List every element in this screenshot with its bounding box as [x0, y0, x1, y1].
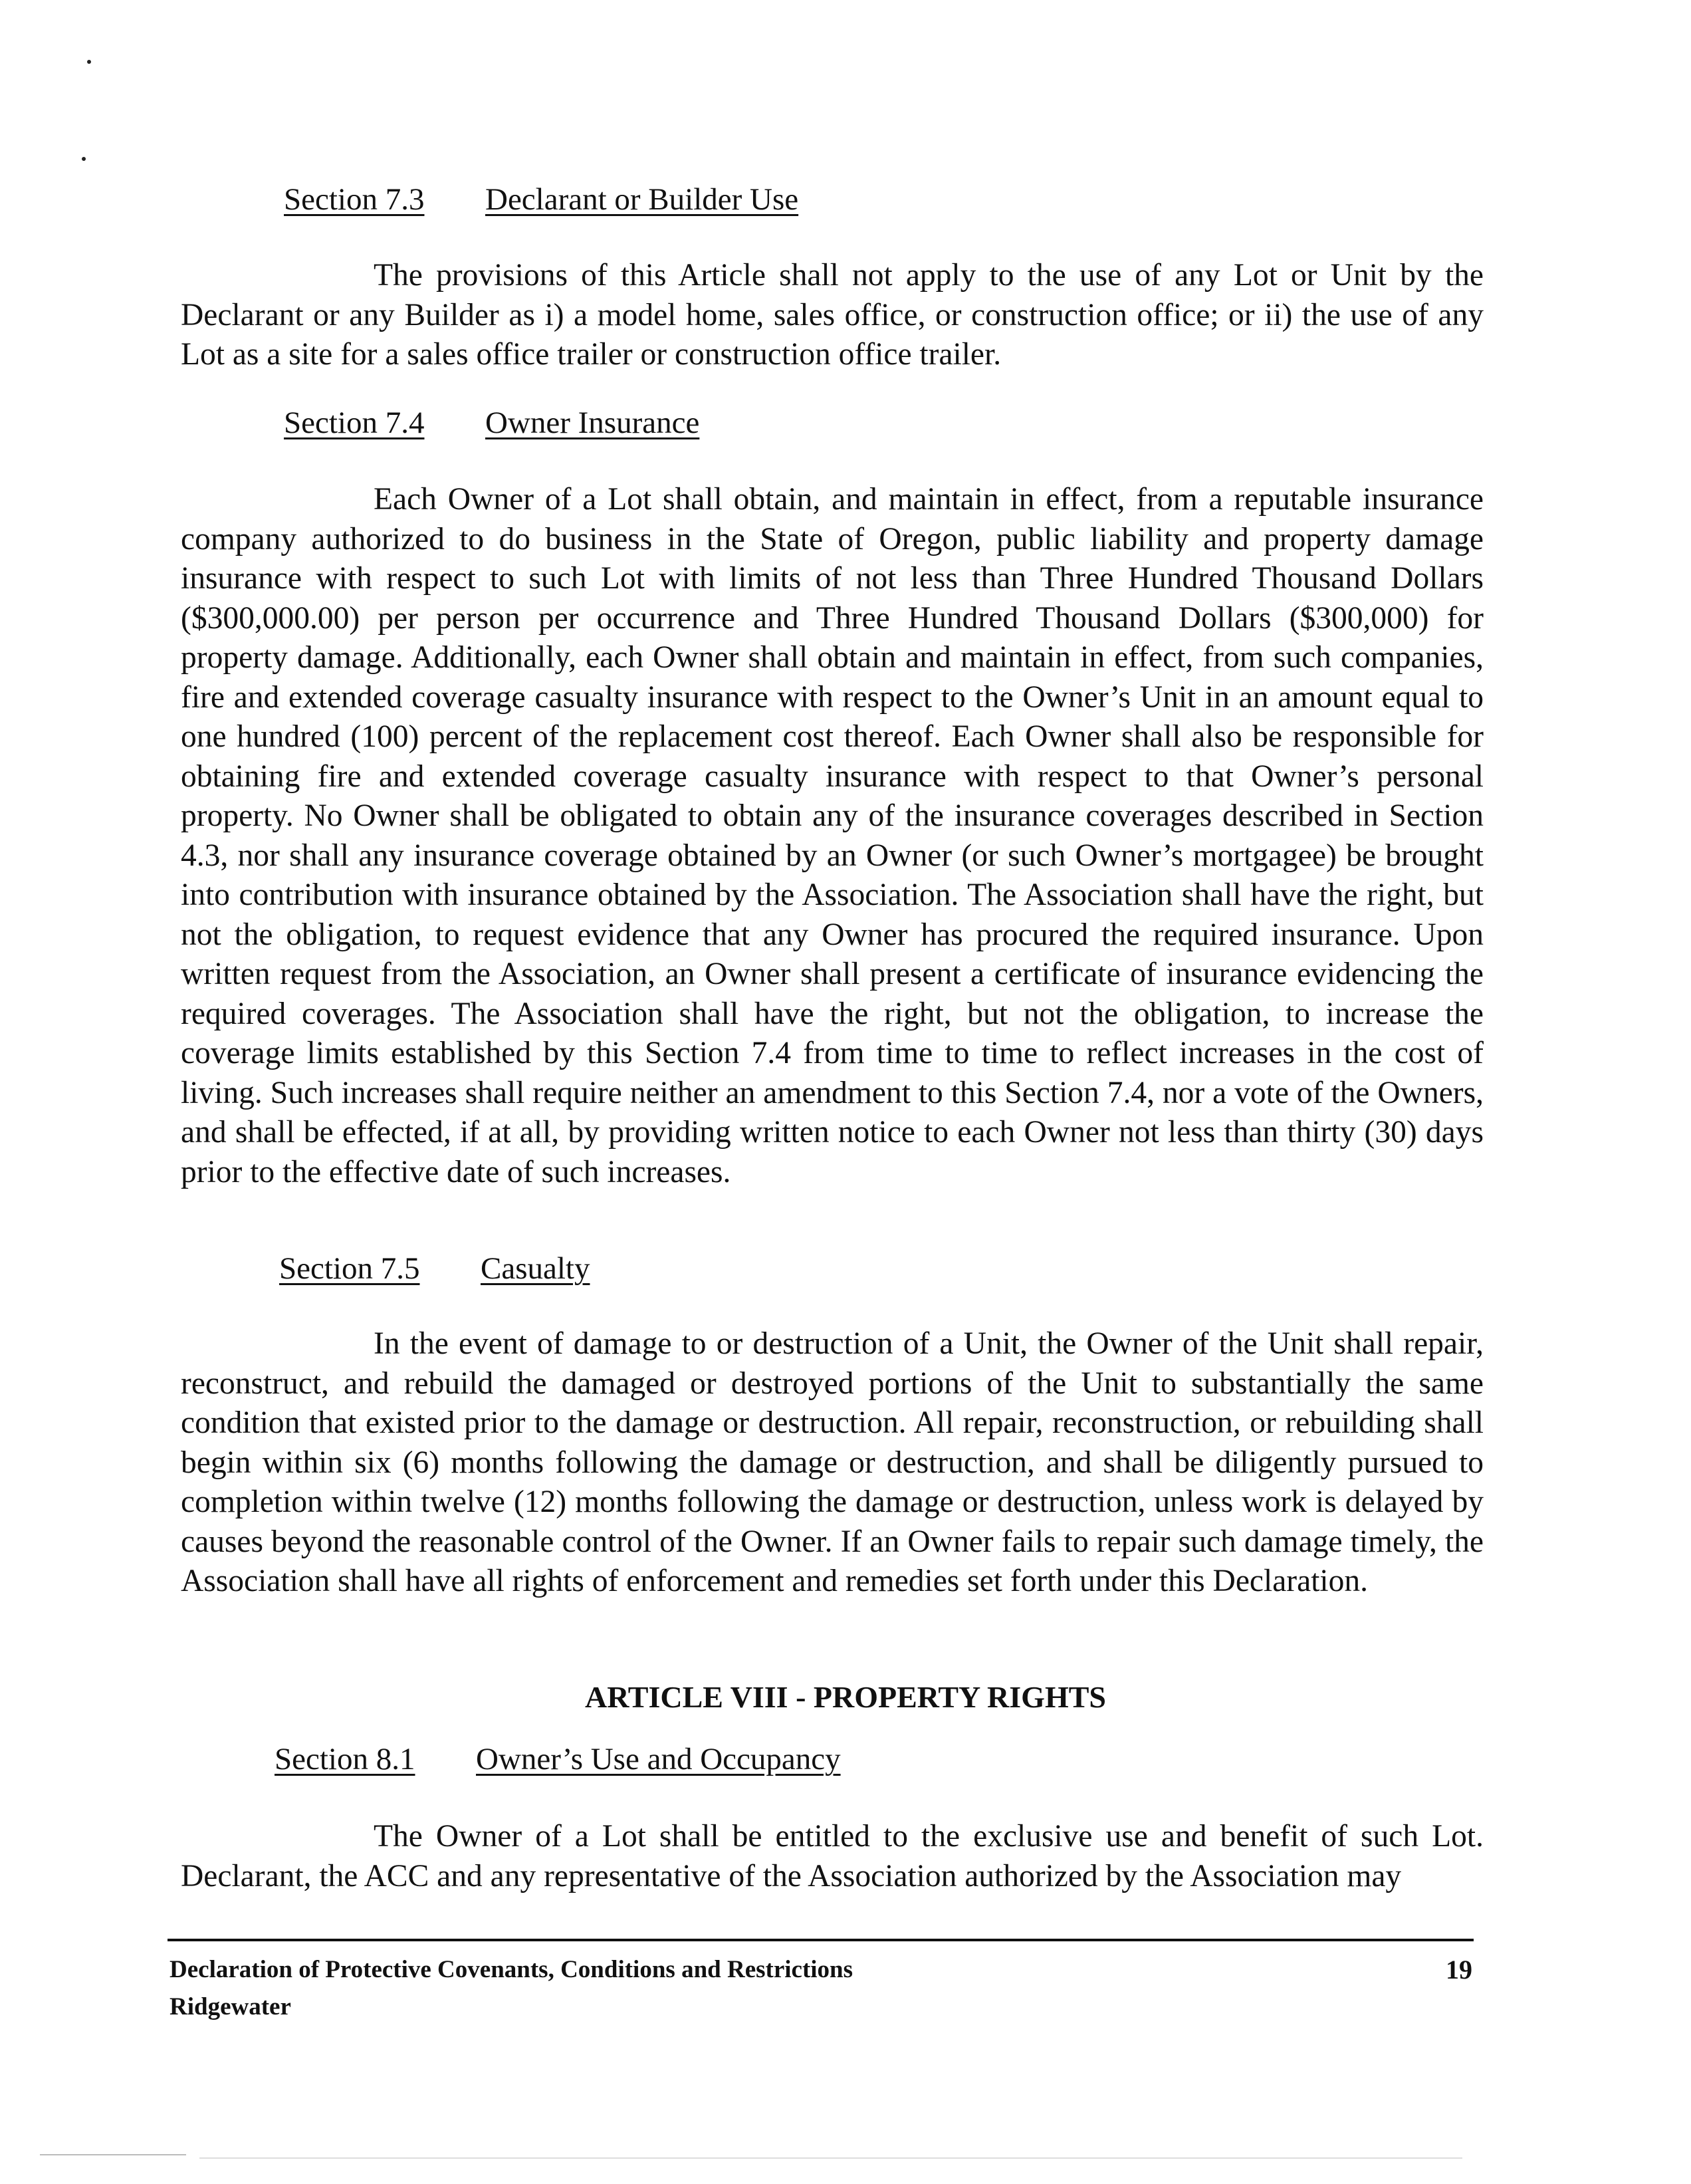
section-heading [275, 1741, 841, 1778]
section-heading [279, 1250, 590, 1287]
section-title: Declarant or Builder Use [485, 182, 799, 217]
section-title: Owner’s Use and Occupancy [476, 1742, 841, 1776]
section-number: Section 7.5 [279, 1251, 420, 1286]
scan-speck [87, 60, 91, 64]
article-heading: ARTICLE VIII - PROPERTY RIGHTS [584, 1680, 1107, 1714]
section-heading [284, 404, 700, 441]
page-footer [169, 1951, 1472, 2026]
section-title: Owner Insurance [485, 406, 700, 440]
footer-rule [168, 1939, 1474, 1941]
scan-speck [199, 2157, 1462, 2159]
section-title: Casualty [481, 1251, 590, 1286]
section-body: The provisions of this Article shall not apply to the use of any Lot or Unit by the Declarant or any Builder as i) a model home, sales office, or construction office; or ii) the use of any Lot as a site for a sales office trailer or construction office trailer. [181, 258, 1484, 372]
scan-speck [82, 157, 86, 161]
section-number: Section 7.3 [284, 182, 425, 217]
page-number: 19 [1446, 1955, 1472, 1985]
footer-subtitle: Ridgewater [169, 1993, 291, 2020]
section-body: In the event of damage to or destruction of a Unit, the Owner of the Unit shall repair, reconstruct, and rebuild the damaged or destroyed portions of the Unit to substantially the same condition that existed prior to the damage or destruction. All repair, reconstruction, or rebuilding shall begin within six (6) months following the damage or destruction, and shall be diligently pursued to completion within twelve (12) months following the damage or destruction, unless work is delayed by causes beyond the reasonable control of the Owner. If an Owner fails to repair such damage timely, the Association shall have all rights of enforcement and remedies set forth under this Declaration. [181, 1326, 1484, 1598]
section-number: Section 7.4 [284, 406, 425, 440]
section-number: Section 8.1 [275, 1742, 415, 1776]
scan-speck [40, 2154, 186, 2155]
section-body: The Owner of a Lot shall be entitled to the exclusive use and benefit of such Lot. Declarant, the ACC and any representative of the Association authorized by the Association may [181, 1819, 1484, 1893]
section-body: Each Owner of a Lot shall obtain, and maintain in effect, from a reputable insurance company authorized to do business in the State of Oregon, public liability and property damage insurance with respect to such Lot with limits of not less than Three Hundred Thousand Dollars ($300,000.00) per person per occurrence and Three Hundred Thousand Dollars ($300,000) for property damage. Additionally, each Owner shall obtain and maintain in effect, from such companies, fire and extended coverage casualty insurance with respect to the Owner’s Unit in an amount equal to one hundred (100) percent of the replacement cost thereof. Each Owner shall also be responsible for obtaining fire and extended coverage casualty insurance with respect to that Owner’s personal property. No Owner shall be obligated to obtain any of the insurance coverages described in Section 4.3, nor shall any insurance coverage obtained by an Owner (or such Owner’s mortgagee) be brought into contribution with insurance obtained by the Association. The Association shall have the right, but not the obligation, to request evidence that any Owner has procured the required insurance. Upon written request from the Association, an Owner shall present a certificate of insurance evidencing the required coverages. The Association shall have the right, but not the obligation, to increase the coverage limits established by this Section 7.4 from time to time to reflect increases in the cost of living. Such increases shall require neither an amendment to this Section 7.4, nor a vote of the Owners, and shall be effected, if at all, by providing written notice to each Owner not less than thirty (30) days prior to the effective date of such increases. [181, 482, 1484, 1189]
footer-title: Declaration of Protective Covenants, Conditions and Restrictions [169, 1956, 853, 1983]
section-heading [284, 181, 799, 218]
